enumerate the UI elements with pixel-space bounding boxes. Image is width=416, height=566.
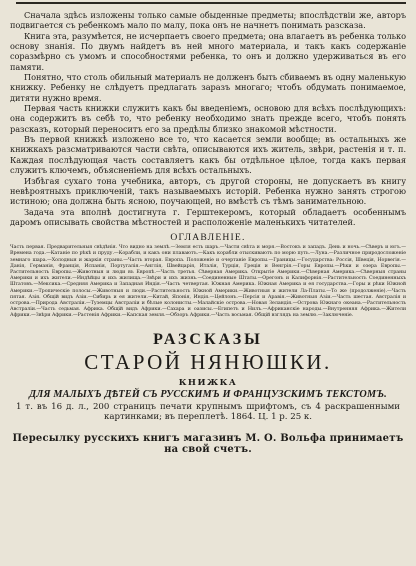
intro-paragraph: Сначала здѣсь изложены только самые обыденные предметы; впослѣдствіи же, авторъ подвигается съ ребенкомъ мало по малу, пока онъ не начнетъ понимать разсказа. xyxy=(10,10,406,31)
book-label: КНИЖКА xyxy=(178,377,238,388)
book-title-line-2: СТАРОЙ НЯНЮШКИ. xyxy=(84,349,332,374)
intro-text xyxy=(10,2,406,227)
intro-paragraph: Понятно, что столь обильный материалъ не долженъ быть сбиваемъ въ одну маленькую книжку. Ребенку не слѣдуетъ предлагать заразъ многаго; чтобъ обдумать понимаемое, дитяти нужно время. xyxy=(10,72,406,103)
table-of-contents-text: Часть первая. Предварительныя свѣдѣнія. Что видно на землѣ.—Земля есть шаръ.—Части свѣта и моря.—Востокъ и западъ. День и ночь.—Сѣверъ и югъ.—Времена года.—Катаніе по рѣкѣ и пруду.—Корабли, и какъ они плаваютъ.—Какъ корабли отыскиваютъ по морю путь.—Луна.—Различное природосложеніе земнаго шара.—Холодныя и жаркія страны.—Часть вторая. Европа. Положеніе и очертаніе Европы.—Границы.—Государства: Россія, Швеція, Норвегія.—Данія, Германія, Франція, Испанія, Португалія.—Англія, Швейцарія, Италія, Турція, Греція и Венгрія.—Горы Европы.—Рѣки и озера Европы.—Растительность Европы.—Животныя и люди въ Европѣ.—Часть третья. Сѣверная Америка. Открытіе Америки.—Сѣверная Америка.—Сѣверныя страны Америки и ихъ жители.—Индѣйцы и ихъ жилища.—Звѣри и ихъ жизнь.—Соединенные Штаты.—Орегонъ и Калифорнія.—Растительность Соединенныхъ Штатовъ.—Мексика.—Средняя Америка и Западная Индія.—Часть четвертая. Южная Америка. Южная Америка и ея государства.—Горы и рѣки Южной Америки.—Тропическіе полосы.—Животныя и люди.—Растительность Южной Америки.—Животныя и жители Ла-Платы.—То же (продолженіе).—Часть пятая. Азія. Общій видъ Азіи.—Сибирь и ея жители.—Китай, Японія, Индія.—Цейлонъ.—Персія и Аравія.—Животныя Азіи.—Часть шестая. Австралія и острова.—Природа Австраліи.—Туземцы Австраліи и бѣлые колонисты.—Малайскіе острова.—Новая Зеландія.—Острова Южнаго океана.—Растительность Австраліи.—Часть седьмая. Африка. Общій видъ Африки.—Сахара и оазисы.—Египетъ и Нилъ.—Африканскіе народы.—Внутренняя Африка.—Жители Африки.—Звѣри Африки.—Растенія Африки.—Капская земля.—Обзоръ Африки.—Часть восьмая. Общій взглядъ на землю.—Заключеніе. xyxy=(10,245,406,319)
intro-paragraph: Задача эта вполнѣ достигнута г. Герштекеромъ, который обладаетъ особеннымъ даромъ описывать свойства мѣстностей и расположеніе маленькихъ читателей. xyxy=(10,206,406,227)
intro-paragraph: Избѣгая сухаго тона учебника, авторъ, съ другой стороны, не допускаетъ въ книгу невѣроятныхъ приключеній, такъ называемыхъ исторій. Ребенка нужно занять строгою истиною; она должна быть ясною, поучающей, но вмѣстѣ съ тѣмъ занимательною. xyxy=(10,175,406,207)
intro-paragraph: Книга эта, разумѣется, не исчерпаетъ своего предмета; она влагаетъ въ ребенка только основу знанія. По двумъ найдетъ въ ней много материала, и такъ какъ содержаніе соразмѣрно съ умомъ и способностями ребенка, то онъ и должно удерживаться въ его памяти. xyxy=(10,30,406,72)
shipping-notice: Пересылку русскихъ книгъ магазинъ М. О. Вольфа принимаетъ на свой счетъ. xyxy=(12,432,404,456)
intro-paragraph: Въ первой книжкѣ изложено все то, что касается земли вообще; въ остальныхъ же книжкахъ разсматриваются части свѣта, описываются ихъ житель, звѣри, растенія и т. п. Каждая послѣдующая часть составляетъ какъ бы отдѣльное цѣлое, тогда какъ первая служитъ ключемъ, объясненіемъ для всѣхъ остальныхъ. xyxy=(10,134,406,176)
book-title-line-1: РАЗСКАЗЫ xyxy=(153,330,263,348)
top-rule xyxy=(16,2,406,4)
book-details: 1 т. въ 16 д. л., 200 страницъ печати крупнымъ шрифтомъ, съ 4 раскрашенными картинками; въ переплетѣ. 1864. Ц. 1 р. 25 к. xyxy=(16,401,400,423)
table-of-contents-title: ОГЛАВЛЕНІЕ. xyxy=(170,232,246,244)
intro-paragraph: Первая часть книжки служитъ какъ бы введеніемъ, основою для всѣхъ послѣдующихъ: она содержитъ въ себѣ то, что ребенку необходимо знать прежде всего, чтобъ понять разсказъ, который переноситъ его за предѣлы близко знакомой мѣстности. xyxy=(10,103,406,134)
book-subtitle: ДЛЯ МАЛЫХЪ ДѢТЕЙ СЪ РУССКИМЪ И ФРАНЦУЗСКИМЪ ТЕКСТОМЪ. xyxy=(29,388,387,400)
